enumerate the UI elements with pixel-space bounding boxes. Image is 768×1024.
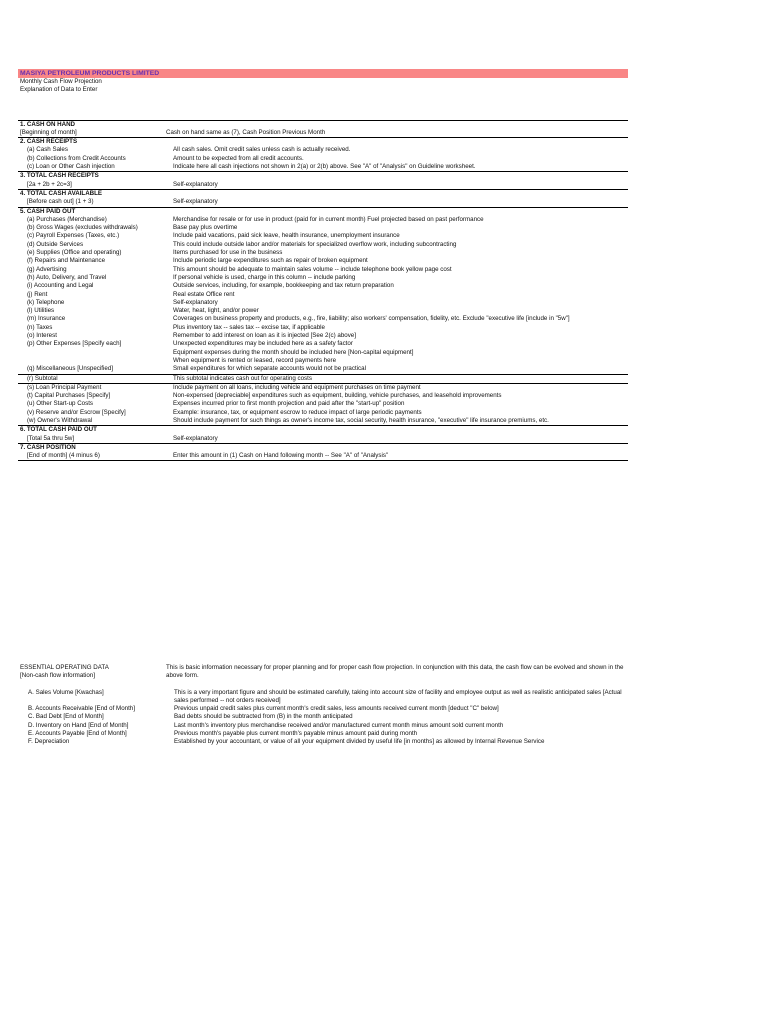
- row-label: (o) Interest: [27, 332, 57, 340]
- section-title: 2. CASH RECEIPTS: [20, 138, 78, 146]
- row-desc: All cash sales. Omit credit sales unless cash is actually received.: [173, 146, 351, 154]
- section-desc: Self-explanatory: [173, 180, 218, 188]
- row-desc: This amount should be adequate to maintain sales volume -- include telephone book yellow page cost: [173, 265, 452, 273]
- row-desc: Should include payment for such things as owner's income tax, social security, health insurance, "executive" life insurance premiums, etc.: [173, 416, 549, 424]
- section-desc: Enter this amount in (1) Cash on Hand following month -- See "A" of "Analysis": [173, 452, 389, 460]
- row-label: (h) Auto, Delivery, and Travel: [27, 273, 107, 281]
- section-sub: [Beginning of month]: [20, 128, 77, 136]
- row-label: (p) Other Expenses [Specify each]: [27, 340, 122, 348]
- section-desc: Self-explanatory: [173, 198, 218, 206]
- row-label: (d) Outside Services: [27, 240, 84, 248]
- row-desc: Amount to be expected from all credit accounts.: [173, 154, 304, 162]
- section-desc: Self-explanatory: [173, 434, 218, 442]
- row-label: (u) Other Start-up Costs: [27, 400, 94, 408]
- cash-flow-sheet: [18, 69, 628, 461]
- row-label: (w) Owner's Withdrawal: [27, 416, 93, 424]
- row-desc: This could include outside labor and/or materials for specialized overflow work, including subcontracting: [173, 240, 457, 248]
- row-label: (i) Accounting and Legal: [27, 282, 94, 290]
- row-desc: Base pay plus overtime: [173, 224, 238, 232]
- row-label: D. Inventory on Hand [End of Month]: [28, 721, 129, 729]
- essential-sub: [Non-cash flow information]: [20, 672, 95, 680]
- section-title: 5. CASH PAID OUT: [20, 207, 76, 215]
- row-label: (k) Telephone: [27, 298, 65, 306]
- row-label: (e) Supplies (Office and operating): [27, 249, 122, 257]
- section-sub: [2a + 2b + 2c=3]: [27, 180, 72, 188]
- row-desc: Established by your accountant, or value of all your equipment divided by useful life [in months] as allowed by Internal Revenue Service: [174, 738, 545, 746]
- section-cash-receipts: [18, 137, 628, 171]
- row-desc: Plus inventory tax -- sales tax -- excise tax, if applicable: [173, 323, 325, 331]
- row-label: (b) Collections from Credit Accounts: [27, 154, 126, 162]
- row-desc: Items purchased for use in the business: [173, 249, 283, 257]
- row-label: (c) Loan or Other Cash injection: [27, 163, 115, 171]
- row-desc: Merchandise for resale or for use in product (paid for in current month) Fuel projected based on past performance: [173, 215, 484, 223]
- row-desc: Water, heat, light, and/or power: [173, 307, 259, 315]
- section-sub: [Before cash out] (1 + 3): [27, 198, 94, 206]
- essential-intro: This is basic information necessary for proper planning and for proper cash flow projection. In conjunction with this data, the cash flow can be evolved and shown in the above form.: [166, 664, 624, 680]
- section-title: 4. TOTAL CASH AVAILABLE: [20, 189, 103, 197]
- row-label: (a) Cash Sales: [27, 146, 68, 154]
- row-desc: Include payment on all loans, including vehicle and equipment purchases on time payment: [173, 383, 421, 391]
- row-label: [18, 357, 173, 365]
- row-desc: Remember to add interest on loan as it is injected [See 2(c) above]: [173, 332, 356, 340]
- row-label: (n) Taxes: [27, 323, 53, 331]
- row-desc: Small expenditures for which separate accounts would not be practical: [173, 365, 366, 373]
- row-label: (f) Repairs and Maintenance: [27, 257, 106, 265]
- row-label: (t) Capital Purchases [Specify]: [27, 392, 111, 400]
- row-label: (l) Utilities: [27, 307, 55, 315]
- row-label: A. Sales Volume [Kwachas]: [28, 688, 104, 696]
- section-cash-paid-out: [18, 207, 628, 374]
- section-total-available: [18, 189, 628, 207]
- row-label: B. Accounts Receivable [End of Month]: [28, 705, 135, 713]
- section-sub: [End of month] (4 minus 6): [27, 452, 100, 460]
- section-title: 3. TOTAL CASH RECEIPTS: [20, 172, 99, 180]
- section-title: 1. CASH ON HAND: [20, 120, 76, 128]
- row-label: (c) Payroll Expenses (Taxes, etc.): [27, 232, 120, 240]
- section-title: 6. TOTAL CASH PAID OUT: [20, 426, 97, 434]
- row-label: (v) Reserve and/or Escrow [Specify]: [27, 408, 126, 416]
- row-label: (b) Gross Wages (excludes withdrawals): [27, 224, 138, 232]
- sheet-title: Monthly Cash Flow Projection: [20, 78, 102, 85]
- row-desc: Real estate Office rent: [173, 290, 235, 298]
- section-title: 7. CASH POSITION: [20, 443, 76, 451]
- section-cash-on-hand: [18, 120, 628, 138]
- row-label: (g) Advertising: [27, 265, 67, 273]
- sheet-subtitle: Explanation of Data to Enter: [20, 86, 98, 94]
- row-desc: Equipment expenses during the month should be included here [Non-capital equipment]: [173, 348, 414, 356]
- row-label: (q) Miscellaneous [Unspecified]: [27, 365, 113, 373]
- row-label: E. Accounts Payable [End of Month]: [28, 730, 127, 738]
- subtotal-label: (r) Subtotal: [27, 374, 58, 382]
- after-subtotal-block: [18, 383, 628, 425]
- section-cash-position: [18, 443, 628, 462]
- row-desc: Example: insurance, tax, or equipment escrow to reduce impact of large periodic payments: [173, 408, 422, 416]
- row-label: (s) Loan Principal Payment: [27, 383, 102, 391]
- subtotal-desc: This subtotal indicates cash out for operating costs: [173, 374, 312, 382]
- row-label: F. Depreciation: [28, 738, 70, 746]
- row-desc: Non-expensed [depreciable] expenditures such as equipment, building, vehicle purchases, and leasehold improvements: [173, 392, 502, 400]
- row-desc: Bad debts should be subtracted from (B) in the month anticipated: [174, 713, 353, 721]
- row-desc: Previous unpaid credit sales plus current month's credit sales, less amounts received current month [deduct "C" below]: [174, 705, 499, 713]
- row-desc: Include periodic large expenditures such as repair of broken equipment: [173, 257, 368, 265]
- row-desc: When equipment is rented or leased, record payments here: [173, 356, 337, 364]
- section-total-paid-out: [18, 425, 628, 443]
- row-desc: Include paid vacations, paid sick leave, health insurance, unemployment insurance: [173, 232, 400, 240]
- section-desc: Cash on hand same as (7), Cash Position Previous Month: [166, 128, 326, 136]
- row-desc: Coverages on business property and products, e.g., fire, liability; also workers' compensation, fidelity, etc. Exclude "executive life [include in "5w"]: [173, 315, 570, 323]
- row-label: (a) Purchases (Merchandise): [27, 215, 107, 223]
- row-label: C. Bad Debt [End of Month]: [28, 713, 104, 721]
- section-sub: [Total 5a thru 5w]: [27, 434, 75, 442]
- row-desc: Self-explanatory: [173, 298, 218, 306]
- row-desc: If personal vehicle is used, charge in this column -- include parking: [173, 273, 356, 281]
- row-label: [18, 349, 173, 357]
- row-label: (j) Rent: [27, 290, 48, 298]
- subtotal-block: [18, 374, 628, 383]
- section-total-receipts: [18, 171, 628, 189]
- row-desc: Outside services, including, for example, bookkeeping and tax return preparation: [173, 282, 394, 290]
- essential-operating-data: [18, 664, 628, 747]
- row-desc: This is a very important figure and should be estimated carefully, taking into account size of facility and employee output as well as realistic anticipated sales [Actual sales performed -- not orders received]: [174, 688, 622, 704]
- row-desc: Last month's inventory plus merchandise received and/or manufactured current month minus amount sold current month: [174, 721, 504, 729]
- row-desc: Previous month's payable plus current month's payable minus amount paid during month: [174, 730, 418, 738]
- row-desc: Unexpected expenditures may be included here as a safety factor: [173, 340, 353, 348]
- row-desc: Expenses incurred prior to first month projection and paid after the "start-up" position: [173, 400, 405, 408]
- row-desc: Indicate here all cash injections not shown in 2(a) or 2(b) above. See "A" of "Analysis" on Guideline worksheet.: [173, 163, 476, 171]
- essential-title: ESSENTIAL OPERATING DATA: [20, 664, 109, 671]
- row-label: (m) Insurance: [27, 315, 66, 323]
- company-banner: MASIYA PETROLEUM PRODUCTS LIMITED: [18, 69, 628, 78]
